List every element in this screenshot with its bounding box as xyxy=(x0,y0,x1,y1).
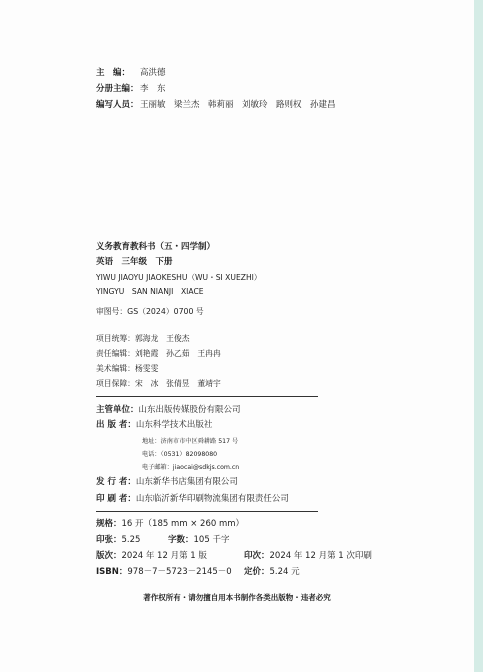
series-title: 义务教育教科书（五・四学制） xyxy=(96,242,216,252)
distributor: 山东新华书店集团有限公司 xyxy=(135,477,238,487)
project-support: 项目保障：宋 冰 张倩昱 董靖宇 xyxy=(96,379,221,388)
words-cell xyxy=(168,535,316,546)
chief-editor: 高洪德 xyxy=(140,68,166,78)
page-edge-strip xyxy=(474,0,483,672)
publisher-line xyxy=(96,420,212,431)
price-cell xyxy=(244,567,300,577)
format-line xyxy=(96,519,244,530)
printing-label: 印次： xyxy=(244,551,270,561)
book-title: 英语 三年级 下册 xyxy=(96,257,173,267)
supervisor: 山东出版传媒股份有限公司 xyxy=(138,405,241,415)
isbn-label: ISBN： xyxy=(96,567,128,577)
chief-editor-label: 主 编： xyxy=(96,68,131,78)
copyright-notice: 著作权所有・请勿擅自用本书制作各类出版物・违者必究 xyxy=(143,593,331,602)
divider-bottom xyxy=(96,511,318,512)
divider-top xyxy=(96,396,318,397)
edition-cell xyxy=(96,551,244,562)
publisher: 山东科学技术出版社 xyxy=(135,420,213,430)
printer-line xyxy=(96,494,289,505)
printer: 山东临沂新华印刷物流集团有限责任公司 xyxy=(135,494,289,504)
art-editor: 美术编辑：杨雯雯 xyxy=(96,364,159,373)
series-pinyin: YIWU JIAOYU JIAOKESHU（WU・SI XUEZHI） xyxy=(96,273,262,282)
sheets-words-line xyxy=(96,535,316,546)
supervisor-label: 主管单位： xyxy=(96,405,139,415)
writers: 王丽敏 梁兰杰 韩莉丽 刘敏玲 路则权 孙建昌 xyxy=(140,100,336,110)
price: 5.24 元 xyxy=(269,567,300,577)
writers-line xyxy=(96,100,336,111)
volume-editor-line xyxy=(96,84,166,95)
format-label: 规格： xyxy=(96,519,122,529)
responsible-editors: 责任编辑：刘艳霞 孙乙茹 王冉冉 xyxy=(96,349,221,358)
edition-line xyxy=(96,551,372,562)
volume-editor: 李 东 xyxy=(140,84,166,94)
publisher-label: 出 版 者： xyxy=(96,420,136,430)
edition-label: 版次： xyxy=(96,551,122,561)
sheets-label: 印张： xyxy=(96,535,122,545)
project-coordination: 项目统筹：郭海龙 王俊杰 xyxy=(96,334,190,343)
approval-number: 审图号：GS（2024）0700 号 xyxy=(96,307,204,316)
isbn: 978－7－5723－2145－0 xyxy=(127,567,232,577)
words-label: 字数： xyxy=(168,535,194,545)
publisher-phone: 电话：（0531）82098080 xyxy=(142,451,218,458)
supervisor-line xyxy=(96,405,241,416)
printing: 2024 年 12 月第 1 次印刷 xyxy=(269,551,372,561)
printer-label: 印 刷 者： xyxy=(96,494,136,504)
format: 16 开（185 mm × 260 mm） xyxy=(121,519,245,529)
chief-editor-line xyxy=(96,68,166,79)
publisher-address: 地址：济南市市中区舜耕路 517 号 xyxy=(142,438,239,445)
volume-editor-label: 分册主编： xyxy=(96,84,139,94)
writers-label: 编写人员： xyxy=(96,100,139,110)
isbn-cell xyxy=(96,567,244,578)
words: 105 千字 xyxy=(193,535,230,545)
publisher-email: 电子邮箱：jiaocai@sdkjs.com.cn xyxy=(142,464,240,471)
sheets: 5.25 xyxy=(121,535,141,545)
printing-cell xyxy=(244,551,372,561)
title-pinyin: YINGYU SAN NIANJI XIACE xyxy=(96,287,204,296)
price-label: 定价： xyxy=(244,567,270,577)
isbn-line xyxy=(96,567,300,578)
edition: 2024 年 12 月第 1 版 xyxy=(121,551,207,561)
distributor-label: 发 行 者： xyxy=(96,477,136,487)
distributor-line xyxy=(96,477,238,488)
